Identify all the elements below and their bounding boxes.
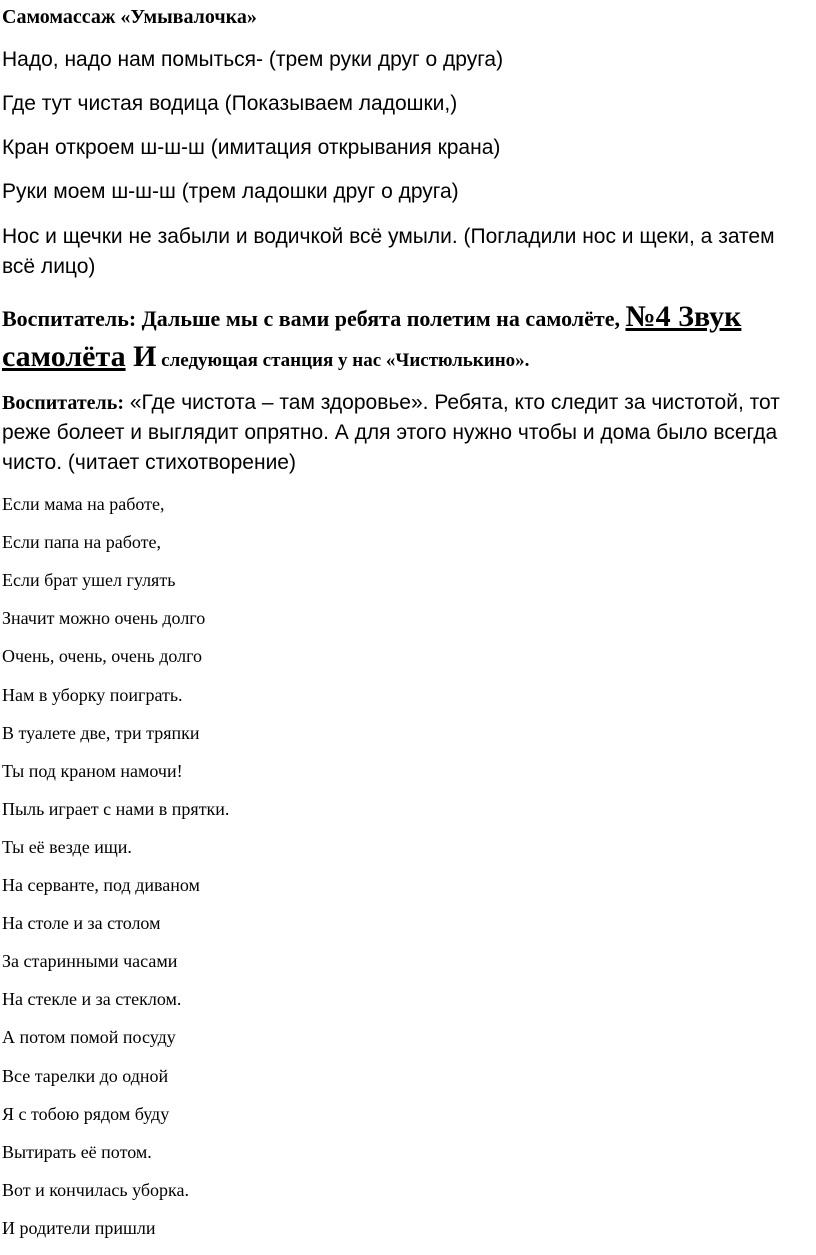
poem-line: А потом помой посуду (2, 1027, 176, 1048)
poem-line: Если папа на работе, (2, 532, 161, 553)
poem-line: Ты её везде ищи. (2, 836, 132, 857)
educator-paragraph-2 (2, 388, 808, 478)
poem-line: На столе и за столом (2, 913, 161, 934)
poem-line: Если мама на работе, (2, 494, 165, 514)
speaker-label: Воспитатель: (2, 392, 124, 414)
poem-line: Ты под краном намочи! (2, 760, 183, 781)
poem-line: Если брат ушел гулять (2, 570, 176, 591)
poem-line: Я с тобою рядом буду (2, 1103, 170, 1124)
massage-line-1: Надо, надо нам помыться- (трем руки друг о друга) (2, 48, 504, 71)
educator-paragraph-1 (2, 298, 816, 380)
poem-line: И родители пришли (2, 1217, 156, 1238)
para2-text: «Где чистота – там здоровье». Ребята, кто следит за чистотой, тот реже болеет и выглядит опрятно. А для этого нужно чтобы и дома было всегда чисто. (читает стихотворение) (2, 391, 780, 474)
para1-text-end: следующая станция у нас «Чистюлькино». (156, 350, 530, 371)
poem-line: Значит можно очень долго (2, 608, 206, 629)
document-title: Самомассаж «Умывалочка» (2, 6, 257, 28)
poem-line: За старинными часами (2, 951, 178, 972)
poem-line: Все тарелки до одной (2, 1065, 169, 1086)
para1-text-start: Воспитатель: Дальше мы с вами ребята полетим на самолёте, (2, 306, 626, 331)
poem-line: В туалете две, три тряпки (2, 722, 200, 743)
poem-line: На серванте, под диваном (2, 875, 200, 895)
para1-conjunction: И (125, 340, 157, 373)
massage-line-4: Руки моем ш-ш-ш (трем ладошки друг о друга) (2, 180, 459, 203)
massage-line-2: Где тут чистая водица (Показываем ладошки,) (2, 92, 458, 115)
poem-line: На стекле и за стеклом. (2, 989, 182, 1010)
poem-line: Нам в уборку поиграть. (2, 684, 183, 705)
poem-line: Очень, очень, очень долго (2, 646, 203, 667)
sound-cue-link[interactable]: №4 Звук самолёта (2, 300, 742, 373)
massage-line-5: Нос и щечки не забыли и водичкой всё умыли. (Погладили нос и щеки, а затем всё лицо) (2, 225, 775, 278)
massage-line-3: Кран откроем ш-ш-ш (имитация открывания крана) (2, 136, 501, 159)
poem-line: Пыль играет с нами в прятки. (2, 798, 230, 819)
poem-line: Вытирать её потом. (2, 1141, 152, 1162)
poem-line: Вот и кончилась уборка. (2, 1179, 189, 1200)
